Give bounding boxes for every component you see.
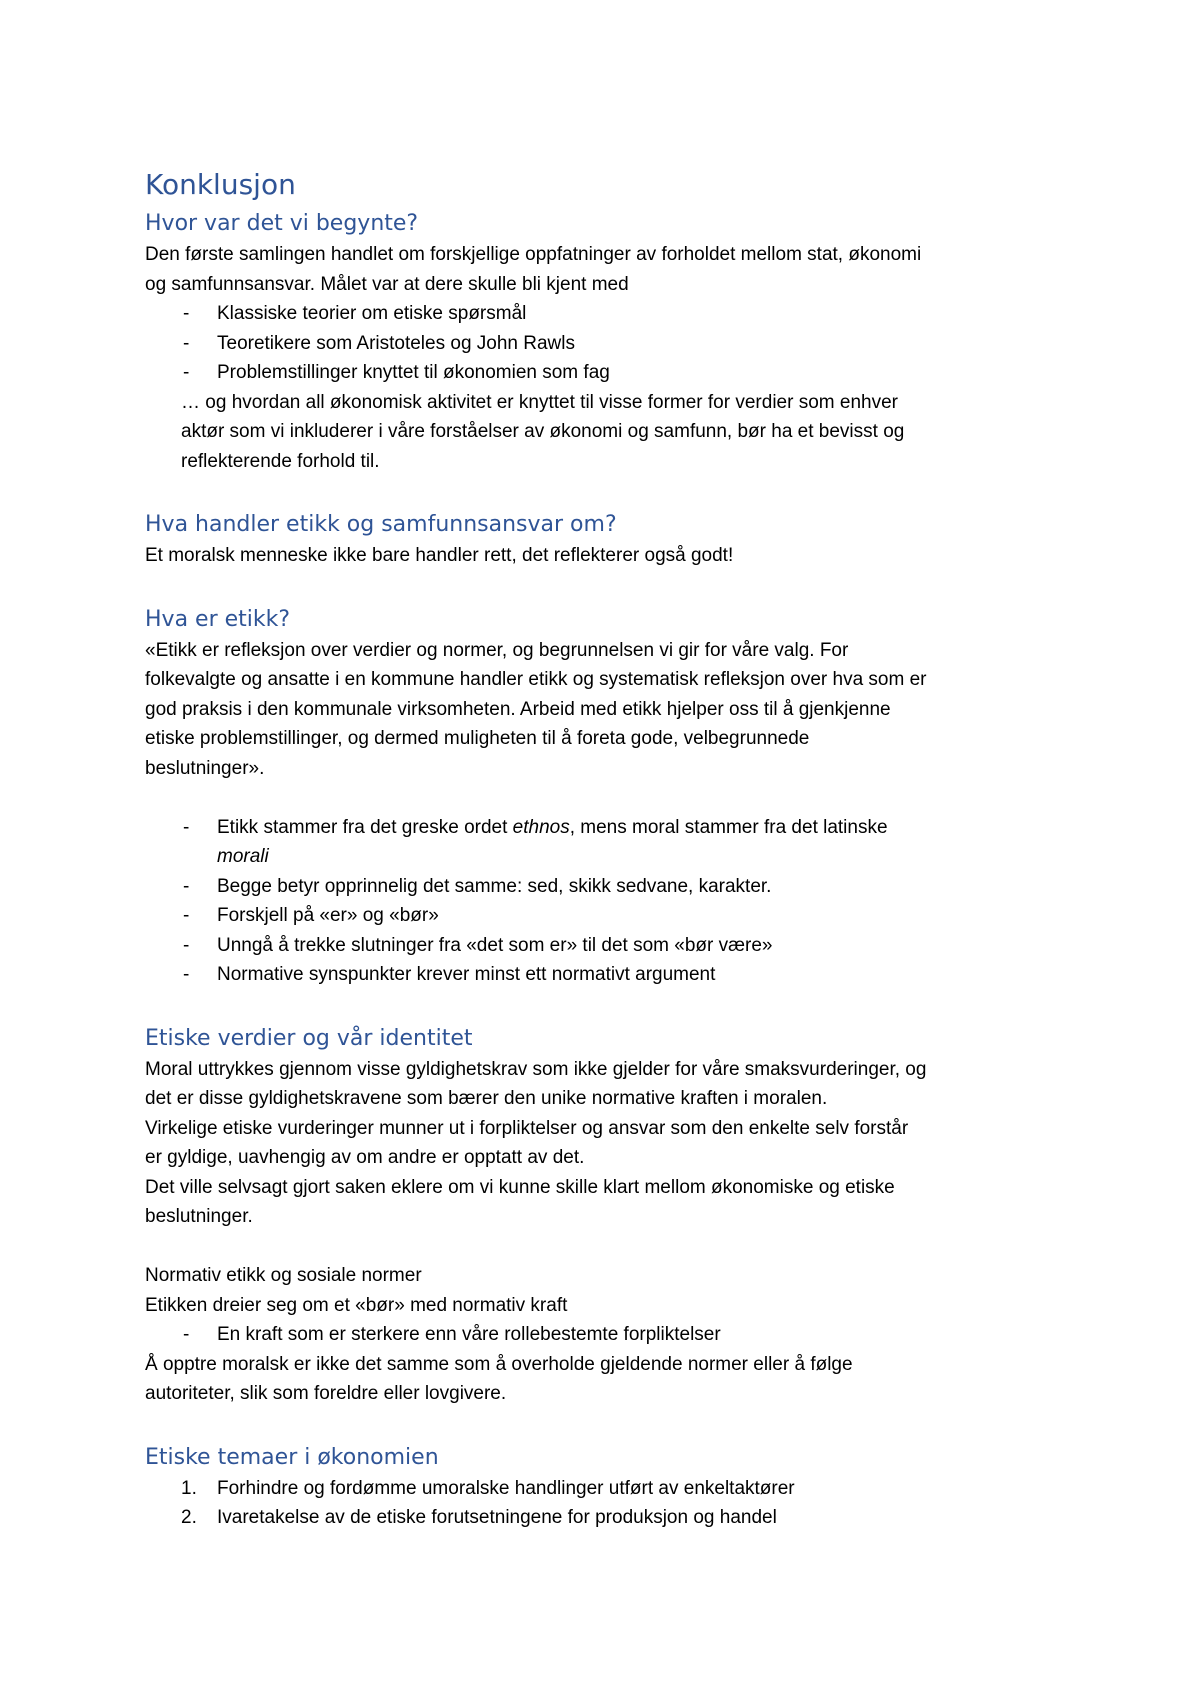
bullet-dash: -	[183, 875, 190, 897]
paragraph-line: Normativ etikk og sosiale normer	[145, 1265, 422, 1286]
bullet-dash: -	[183, 332, 190, 354]
list-item-text: En kraft som er sterkere enn våre rollebestemte forpliktelser	[217, 1324, 721, 1345]
list-item	[145, 1320, 1085, 1350]
paragraph-line: «Etikk er refleksjon over verdier og normer, og begrunnelsen vi gir for våre valg. For	[145, 639, 849, 661]
paragraph-line: Å opptre moralsk er ikke det samme som å overholde gjeldende normer eller å følge	[145, 1353, 853, 1375]
section-heading: Hva handler etikk og samfunnsansvar om?	[145, 512, 617, 537]
list-item	[145, 960, 1085, 990]
list-item-continuation	[145, 842, 1085, 872]
numbered-item	[145, 1503, 1085, 1533]
italic-term: ethnos	[512, 816, 570, 838]
list-item	[145, 872, 1085, 902]
bullet-dash: -	[183, 362, 190, 383]
list-item-text: Ivaretakelse av de etiske forutsetningene for produksjon og handel	[217, 1507, 777, 1528]
paragraph-line: aktør som vi inkluderer i våre forståelser av økonomi og samfunn, bør ha et bevisst og	[181, 421, 905, 442]
bullet-dash: -	[183, 816, 190, 838]
list-item	[145, 931, 1085, 961]
paragraph-line: folkevalgte og ansatte i en kommune handler etikk og systematisk refleksjon over hva som er	[145, 669, 927, 690]
paragraph-line: beslutninger.	[145, 1206, 253, 1227]
list-item	[145, 901, 1085, 931]
paragraph-line: god praksis i den kommunale virksomheten. Arbeid med etikk hjelper oss til å gjenkjenne	[145, 698, 891, 720]
list-item-text: Teoretikere som Aristoteles og John Rawls	[217, 332, 575, 354]
bullet-dash: -	[183, 964, 190, 985]
paragraph-line: Et moralsk menneske ikke bare handler rett, det reflekterer også godt!	[145, 545, 734, 566]
list-item-text: Problemstillinger knyttet til økonomien som fag	[217, 362, 610, 383]
list-item-text: Etikk stammer fra det greske ordet	[217, 816, 513, 838]
list-item	[145, 358, 1085, 388]
section-heading: Etiske temaer i økonomien	[145, 1444, 439, 1470]
paragraph-line: etiske problemstillinger, og dermed muligheten til å foreta gode, velbegrunnede	[145, 728, 810, 749]
section-heading: Etiske verdier og vår identitet	[145, 1025, 473, 1051]
paragraph-line: … og hvordan all økonomisk aktivitet er knyttet til visse former for verdier som enhver	[181, 391, 898, 413]
list-item-text: Normative synspunkter krever minst ett normativt argument	[217, 964, 716, 985]
list-item	[145, 299, 1085, 329]
paragraph-line: beslutninger».	[145, 757, 265, 779]
paragraph-line: er gyldige, uavhengig av om andre er opptatt av det.	[145, 1147, 585, 1168]
item-number: 2.	[181, 1507, 197, 1528]
paragraph-line: autoriteter, slik som foreldre eller lovgivere.	[145, 1383, 507, 1404]
item-number: 1.	[181, 1477, 197, 1499]
paragraph-line: det er disse gyldighetskravene som bærer den unike normative kraften i moralen.	[145, 1088, 828, 1109]
paragraph-line: Den første samlingen handlet om forskjellige oppfatninger av forholdet mellom stat, økonomi	[145, 244, 922, 265]
bullet-dash: -	[183, 905, 190, 926]
list-item-text: Klassiske teorier om etiske spørsmål	[217, 303, 527, 324]
document-title: Konklusjon	[145, 168, 296, 201]
list-item-text: Unngå å trekke slutninger fra «det som er» til det som «bør være»	[217, 934, 773, 956]
italic-term: morali	[217, 846, 269, 867]
list-item	[145, 813, 1085, 843]
paragraph-line: reflekterende forhold til.	[181, 450, 380, 472]
paragraph-line: Etikken dreier seg om et «bør» med normativ kraft	[145, 1294, 568, 1316]
paragraph-line: Moral uttrykkes gjennom visse gyldighetskrav som ikke gjelder for våre smaksvurderinger, og	[145, 1058, 927, 1080]
section-heading: Hva er etikk?	[145, 606, 291, 632]
list-item	[145, 329, 1085, 359]
numbered-item	[145, 1474, 1085, 1504]
list-item-text: Begge betyr opprinnelig det samme: sed, skikk sedvane, karakter.	[217, 875, 772, 897]
list-item-text: , mens moral stammer fra det latinske	[569, 816, 888, 838]
bullet-dash: -	[183, 934, 190, 956]
bullet-dash: -	[183, 303, 190, 324]
paragraph-line: og samfunnsansvar. Målet var at dere skulle bli kjent med	[145, 273, 629, 295]
document-page	[145, 165, 1085, 1533]
paragraph-line: Det ville selvsagt gjort saken eklere om vi kunne skille klart mellom økonomiske og etiske	[145, 1176, 895, 1198]
bullet-dash: -	[183, 1324, 190, 1345]
paragraph-line: Virkelige etiske vurderinger munner ut i forpliktelser og ansvar som den enkelte selv forstår	[145, 1117, 909, 1139]
list-item-text: Forskjell på «er» og «bør»	[217, 905, 439, 926]
section-heading: Hvor var det vi begynte?	[145, 211, 419, 236]
list-item-text: Forhindre og fordømme umoralske handlinger utført av enkeltaktører	[217, 1477, 795, 1499]
